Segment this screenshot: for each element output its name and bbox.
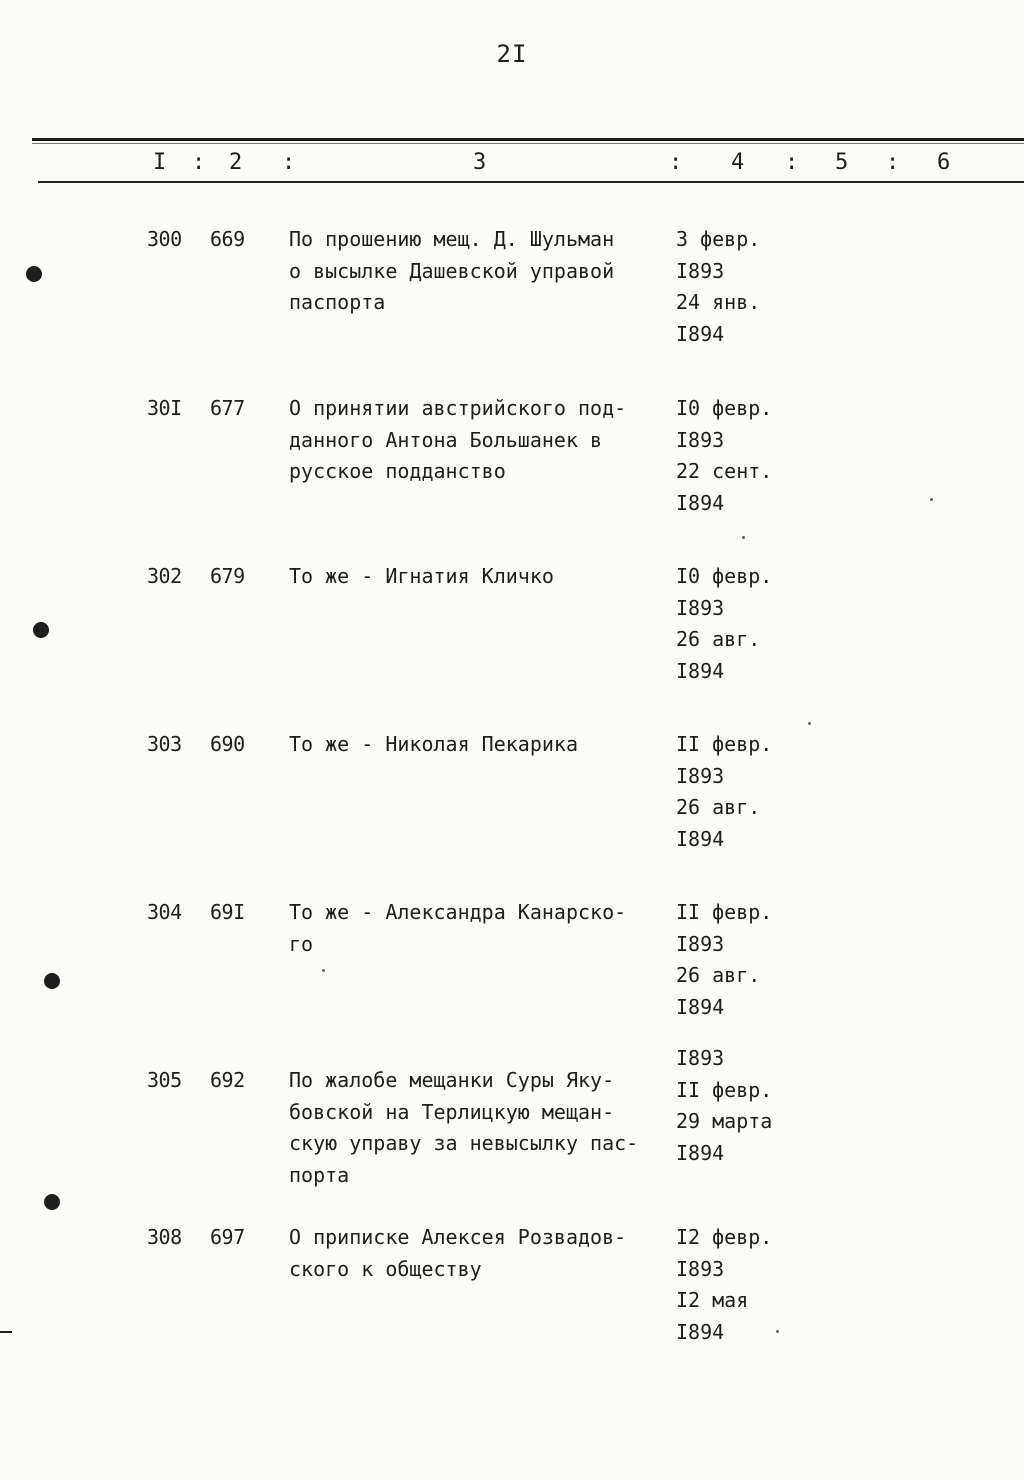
file-number: 697 [210, 1225, 245, 1249]
punch-hole [44, 1194, 60, 1210]
column-separator: : [886, 150, 900, 175]
entry-title: То же - Александра Канарско- го [289, 900, 627, 956]
column-separator: : [669, 150, 683, 175]
column-separator: : [192, 150, 206, 175]
entry-number: 305 [147, 1068, 182, 1092]
column-header-3: 3 [473, 150, 487, 175]
header-top-rule-thin [32, 143, 1024, 144]
punch-hole [26, 266, 42, 282]
column-header-6: 6 [937, 150, 951, 175]
file-number: 692 [210, 1068, 245, 1092]
entry-title: О принятии австрийского под- данного Антона Большанек в русское подданство [289, 396, 627, 483]
header-top-rule [32, 138, 1024, 141]
entry-dates: I893 II февр. 29 марта I894 [676, 1046, 773, 1165]
scan-speck [808, 722, 811, 725]
entry-title: По прошению мещ. Д. Шульман о высылке Дашевской управой паспорта [289, 227, 615, 314]
entry-number: 302 [147, 564, 182, 588]
entry-number: 300 [147, 227, 182, 251]
entry-title: То же - Игнатия Кличко [289, 564, 554, 588]
file-number: 679 [210, 564, 245, 588]
entry-dates: I0 февр. I893 22 сент. I894 [676, 396, 773, 515]
file-number: 690 [210, 732, 245, 756]
margin-mark [0, 1331, 12, 1333]
entry-title: По жалобе мещанки Суры Яку- бовской на Терлицкую мещан- скую управу за невысылку пас- порта [289, 1068, 639, 1187]
punch-hole [44, 973, 60, 989]
entry-dates: 3 февр. I893 24 янв. I894 [676, 227, 761, 346]
column-header-5: 5 [835, 150, 849, 175]
scan-speck [776, 1330, 779, 1333]
entry-title: То же - Николая Пекарика [289, 732, 578, 756]
column-header-4: 4 [731, 150, 745, 175]
entry-dates: II февр. I893 26 авг. I894 [676, 900, 773, 1019]
entry-number: 30I [147, 396, 182, 420]
scan-speck [322, 969, 325, 972]
entry-number: 308 [147, 1225, 182, 1249]
entry-dates: II февр. I893 26 авг. I894 [676, 732, 773, 851]
entry-dates: I2 февр. I893 I2 мая I894 [676, 1225, 773, 1344]
column-separator: : [785, 150, 799, 175]
entry-number: 304 [147, 900, 182, 924]
scan-speck [930, 498, 933, 501]
file-number: 69I [210, 900, 245, 924]
entry-dates: I0 февр. I893 26 авг. I894 [676, 564, 773, 683]
column-header-1: I [153, 150, 167, 175]
column-header-2: 2 [229, 150, 243, 175]
column-separator: : [282, 150, 296, 175]
header-bottom-rule [38, 181, 1024, 183]
file-number: 669 [210, 227, 245, 251]
page-number: 2I [496, 40, 528, 68]
entry-title: О приписке Алексея Розвадов- ского к обществу [289, 1225, 627, 1281]
scan-speck [742, 536, 745, 539]
punch-hole [33, 622, 49, 638]
file-number: 677 [210, 396, 245, 420]
entry-number: 303 [147, 732, 182, 756]
